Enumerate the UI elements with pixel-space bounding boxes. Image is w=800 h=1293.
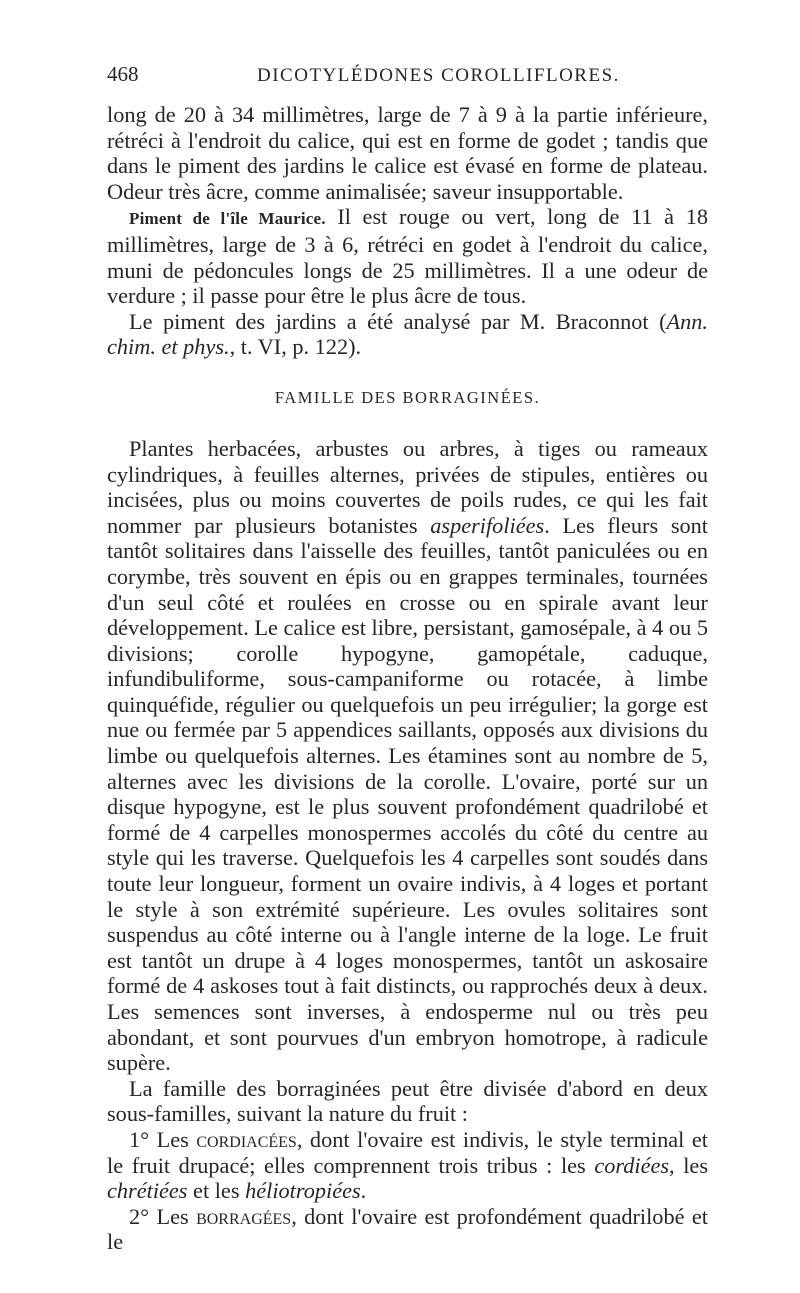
paragraph-text: . Les fleurs sont tantôt solitaires dans l'aisselle des feuilles, tantôt paniculées ou en corymbe, très souvent en épis ou en grappes terminales, tournées d'un seul côté et roulées en crosse ou en spirale avant leur développement. Le calice est libre, persistant, gamosépale, à 4 ou 5 divisions; corolle hypogyne, gamopétale, caduque, infundibuliforme, sous-campaniforme ou rotacée, à limbe quinquéfide, régulier ou quelquefois un peu irrégulier; la gorge est nue ou fermée par 5 appendices saillants, opposés aux divisions du limbe ou quelquefois alternes. Les étamines sont au nombre de 5, alternes avec les divisions de la corolle. L'ovaire, porté sur un disque hypogyne, est le plus souvent profondément quadrilobé et formé de 4 carpelles monospermes accolés du côté du centre au style qui les traverse. Quelquefois les 4 carpelles sont soudés dans toute leur longueur, forment un ovaire indivis, à 4 loges et portant le style à son extrémité supérieure. Les ovules solitaires sont suspendus au côté interne ou à l'angle interne de la loge. Le fruit est tantôt un drupe à 4 loges monospermes, tantôt un askosaire formé de 4 askoses tout à fait distincts, ou rapprochés deux à deux. Les semences sont inverses, à endosperme nul ou très peu abondant, et sont pourvues d'un embryon homotrope, à radicule supère. <box>107 512 708 1076</box>
list-number: 1° Les <box>129 1126 197 1152</box>
tribe-name: chrétiées <box>107 1178 188 1204</box>
italic-term: asperifoliées <box>430 512 545 538</box>
running-title: DICOTYLÉDONES COROLLIFLORES. <box>257 65 620 86</box>
tribe-name: cordiées <box>594 1152 670 1178</box>
page-number: 468 <box>107 62 139 86</box>
paragraph-subfamilies <box>107 1076 708 1127</box>
separator-text: . <box>360 1178 367 1204</box>
paragraph-text: Le piment des jardins a été analysé par M. Braconnot ( <box>129 308 667 334</box>
paragraph-family-description <box>107 436 708 1076</box>
body-text <box>107 102 708 1255</box>
list-number: 2° Les <box>129 1203 197 1229</box>
paragraph-text: , t. VI, p. 122). <box>229 334 362 360</box>
paragraph-text: , dont l'ovaire est profondément quadrilobé et le <box>107 1203 708 1255</box>
paragraph-text: Plantes herbacées, arbustes ou arbres, à tiges ou rameaux cylindriques, à feuilles alternes, privées de stipules, entières ou incisées, plus ou moins couvertes de poils rudes, ce qui les fait nommer par plusieurs botanistes <box>107 435 708 538</box>
separator-text: , les <box>669 1152 708 1178</box>
journal-reference: Ann. chim. et phys. <box>107 308 708 360</box>
paragraph-piment-description <box>107 102 708 204</box>
paragraph-heading: Piment de l'île Maurice. <box>129 209 326 229</box>
paragraph-text: long de 20 à 34 millimètres, large de 7 à 9 à la partie inférieure, rétréci à l'endroit du calice, qui est en forme de godet ; tandis que dans le piment des jardins le calice est évasé en forme de plateau. Odeur très âcre, comme animalisée; saveur insupportable. <box>107 102 708 204</box>
paragraph-text: La famille des borraginées peut être divisée d'abord en deux sous-familles, suivant la nature du fruit : <box>107 1075 708 1127</box>
running-header <box>107 62 708 102</box>
paragraph-borragees <box>107 1204 708 1255</box>
subfamily-name: borragées <box>196 1203 292 1229</box>
section-title: FAMILLE DES BORRAGINÉES. <box>274 387 541 407</box>
paragraph-analysis-reference <box>107 309 708 360</box>
paragraph-cordiacees <box>107 1127 708 1204</box>
paragraph-text: , dont l'ovaire est indivis, le style terminal et le fruit drupacé; elles comprennent trois tribus : les <box>107 1126 708 1178</box>
subfamily-name: cordiacées <box>196 1126 297 1152</box>
separator-text: et les <box>187 1178 246 1204</box>
paragraph-text: Il est rouge ou vert, long de 11 à 18 millimètres, large de 3 à 6, rétréci en godet à l'endroit du calice, muni de pédoncules longs de 25 millimètres. Il a une odeur de verdure ; il passe pour être le plus âcre de tous. <box>107 204 708 309</box>
paragraph-piment-maurice <box>107 204 708 308</box>
tribe-name: héliotropiées <box>245 1178 361 1204</box>
